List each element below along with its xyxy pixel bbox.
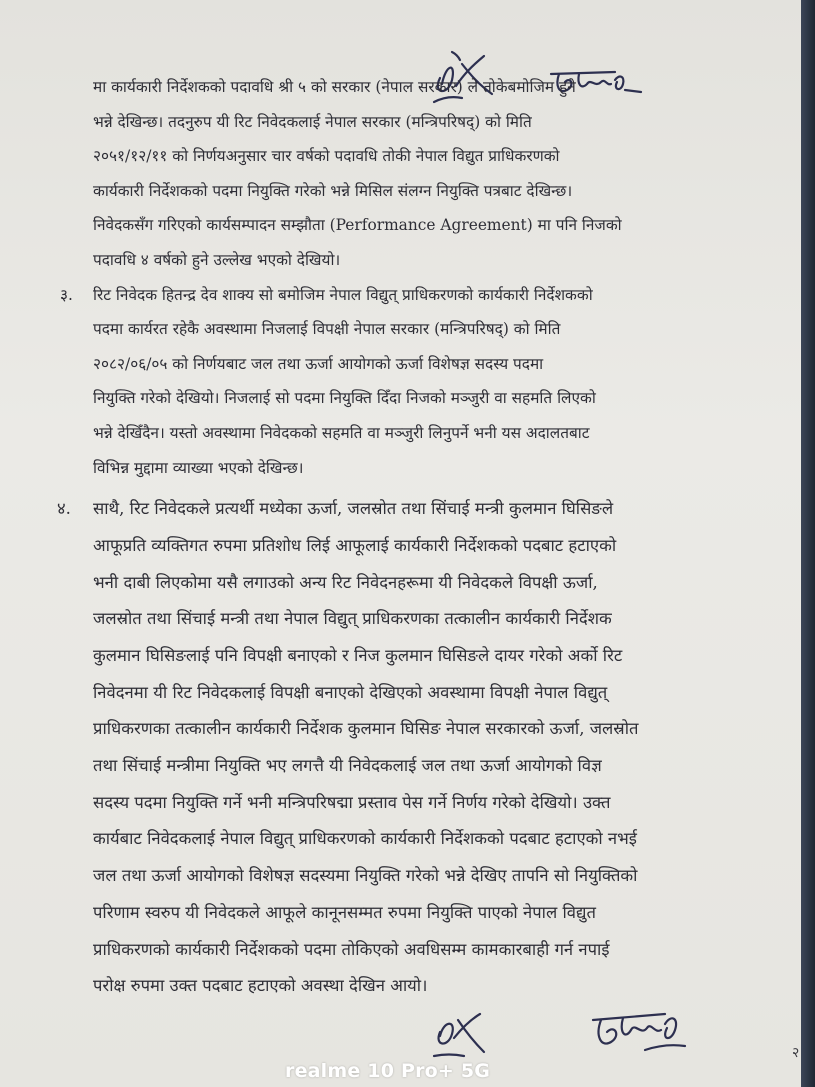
text-line: प्राधिकरणको कार्यकारी निर्देशकको पदमा तोकिएको अवधिसम्म कामकारबाही गर्न नपाई [93,939,610,959]
text-line: विभिन्न मुद्दामा व्याख्या भएको देखिन्छ। [93,458,304,477]
text-line: रिट निवेदक हितन्द्र देव शाक्य सो बमोजिम नेपाल विद्युत् प्राधिकरणको कार्यकारी निर्देशकको [93,285,593,304]
background-edge [801,0,815,1087]
text-line: सदस्य पदमा नियुक्ति गर्ने भनी मन्त्रिपरिषद्मा प्रस्ताव पेस गर्ने निर्णय गरेको देखियो। उक्त [93,792,611,812]
numbered-paragraph-3 [60,278,763,486]
text-line: पदावधि ४ वर्षको हुने उल्लेख भएको देखियो। [93,250,341,269]
initials-bottom-right-signature [585,1000,695,1070]
text-line: निवेदनमा यी रिट निवेदकलाई विपक्षी बनाएको देखिएको अवस्थामा विपक्षी नेपाल विद्युत् [93,682,608,702]
text-line: निवेदकसँग गरिएको कार्यसम्पादन सम्झौता (Performance Agreement) मा पनि निजको [93,216,622,235]
text-line: भन्ने देखिँदैन। यस्तो अवस्थामा निवेदकको सहमति वा मञ्जुरी लिनुपर्ने भनी यस अदालतबाट [93,423,590,442]
initials-bottom-left-signature [420,1006,490,1066]
text-line: प्राधिकरणका तत्कालीन कार्यकारी निर्देशक कुलमान घिसिङ नेपाल सरकारको ऊर्जा, जलस्रोत [93,719,639,739]
text-line: परिणाम स्वरुप यी निवेदकले आफूले कानूनसम्मत रुपमा नियुक्ति पाएको नेपाल विद्युत [93,902,596,922]
text-line: साथै, रिट निवेदकले प्रत्यर्थी मध्येका ऊर्जा, जलस्रोत तथा सिंचाई मन्त्री कुलमान घिसिङले [93,499,614,519]
text-line: मा कार्यकारी निर्देशकको पदावधि श्री ५ को सरकार (नेपाल सरकार) ले तोकेबमोजिम हुने [93,78,576,96]
paragraph-number: ४. [57,499,71,519]
text-line: २०८२/०६/०५ को निर्णयबाट जल तथा ऊर्जा आयोगको ऊर्जा विशेषज्ञ सदस्य पदमा [93,354,544,373]
text-line: कुलमान घिसिङलाई पनि विपक्षी बनाएको र निज कुलमान घिसिङले दायर गरेको अर्को रिट [93,645,623,665]
text-line: तथा सिंचाई मन्त्रीमा नियुक्ति भए लगत्तै यी निवेदकलाई जल तथा ऊर्जा आयोगको विज्ञ [93,756,602,776]
paragraph-number: ३. [60,285,73,304]
text-line: पदमा कार्यरत रहेकै अवस्थामा निजलाई विपक्षी नेपाल सरकार (मन्त्रिपरिषद्) को मिति [93,320,561,339]
text-line: भन्ने देखिन्छ। तदनुरुप यी रिट निवेदकलाई नेपाल सरकार (मन्त्रिपरिषद्) को मिति [93,112,532,131]
text-line: कार्यकारी निर्देशकको पदमा नियुक्ति गरेको भन्ने मिसिल संलग्न नियुक्ति पत्रबाट देखिन्छ। [93,181,573,200]
text-line: आफूप्रति व्यक्तिगत रुपमा प्रतिशोध लिई आफूलाई कार्यकारी निर्देशकको पदबाट हटाएको [93,535,617,555]
intro-paragraph [93,70,763,278]
text-line: नियुक्ति गरेको देखियो। निजलाई सो पदमा नियुक्ति दिँदा निजको मञ्जुरी वा सहमति लिएको [93,389,596,408]
document-body [57,70,763,1005]
camera-watermark: realme 10 Pro+ 5G [285,1060,491,1082]
text-line: भनी दाबी लिएकोमा यसै लगाउको अन्य रिट निवेदनहरूमा यी निवेदकले विपक्षी ऊर्जा, [93,572,598,592]
page-number: २ [792,1045,800,1061]
numbered-paragraph-4 [57,491,763,1005]
text-line: जल तथा ऊर्जा आयोगको विशेषज्ञ सदस्यमा नियुक्ति गरेको भन्ने देखिए तापनि सो नियुक्तिको [93,866,638,886]
text-line: कार्यबाट निवेदकलाई नेपाल विद्युत् प्राधिकरणको कार्यकारी निर्देशकको पदबाट हटाएको नभई [93,829,637,849]
text-line: जलस्रोत तथा सिंचाई मन्त्री तथा नेपाल विद्युत् प्राधिकरणका तत्कालीन कार्यकारी निर्देशक [93,609,612,629]
text-line: २०५१/१२/११ को निर्णयअनुसार चार वर्षको पदावधि तोकी नेपाल विद्युत प्राधिकरणको [93,147,560,166]
text-line: परोक्ष रुपमा उक्त पदबाट हटाएको अवस्था देखिन आयो। [93,976,428,996]
